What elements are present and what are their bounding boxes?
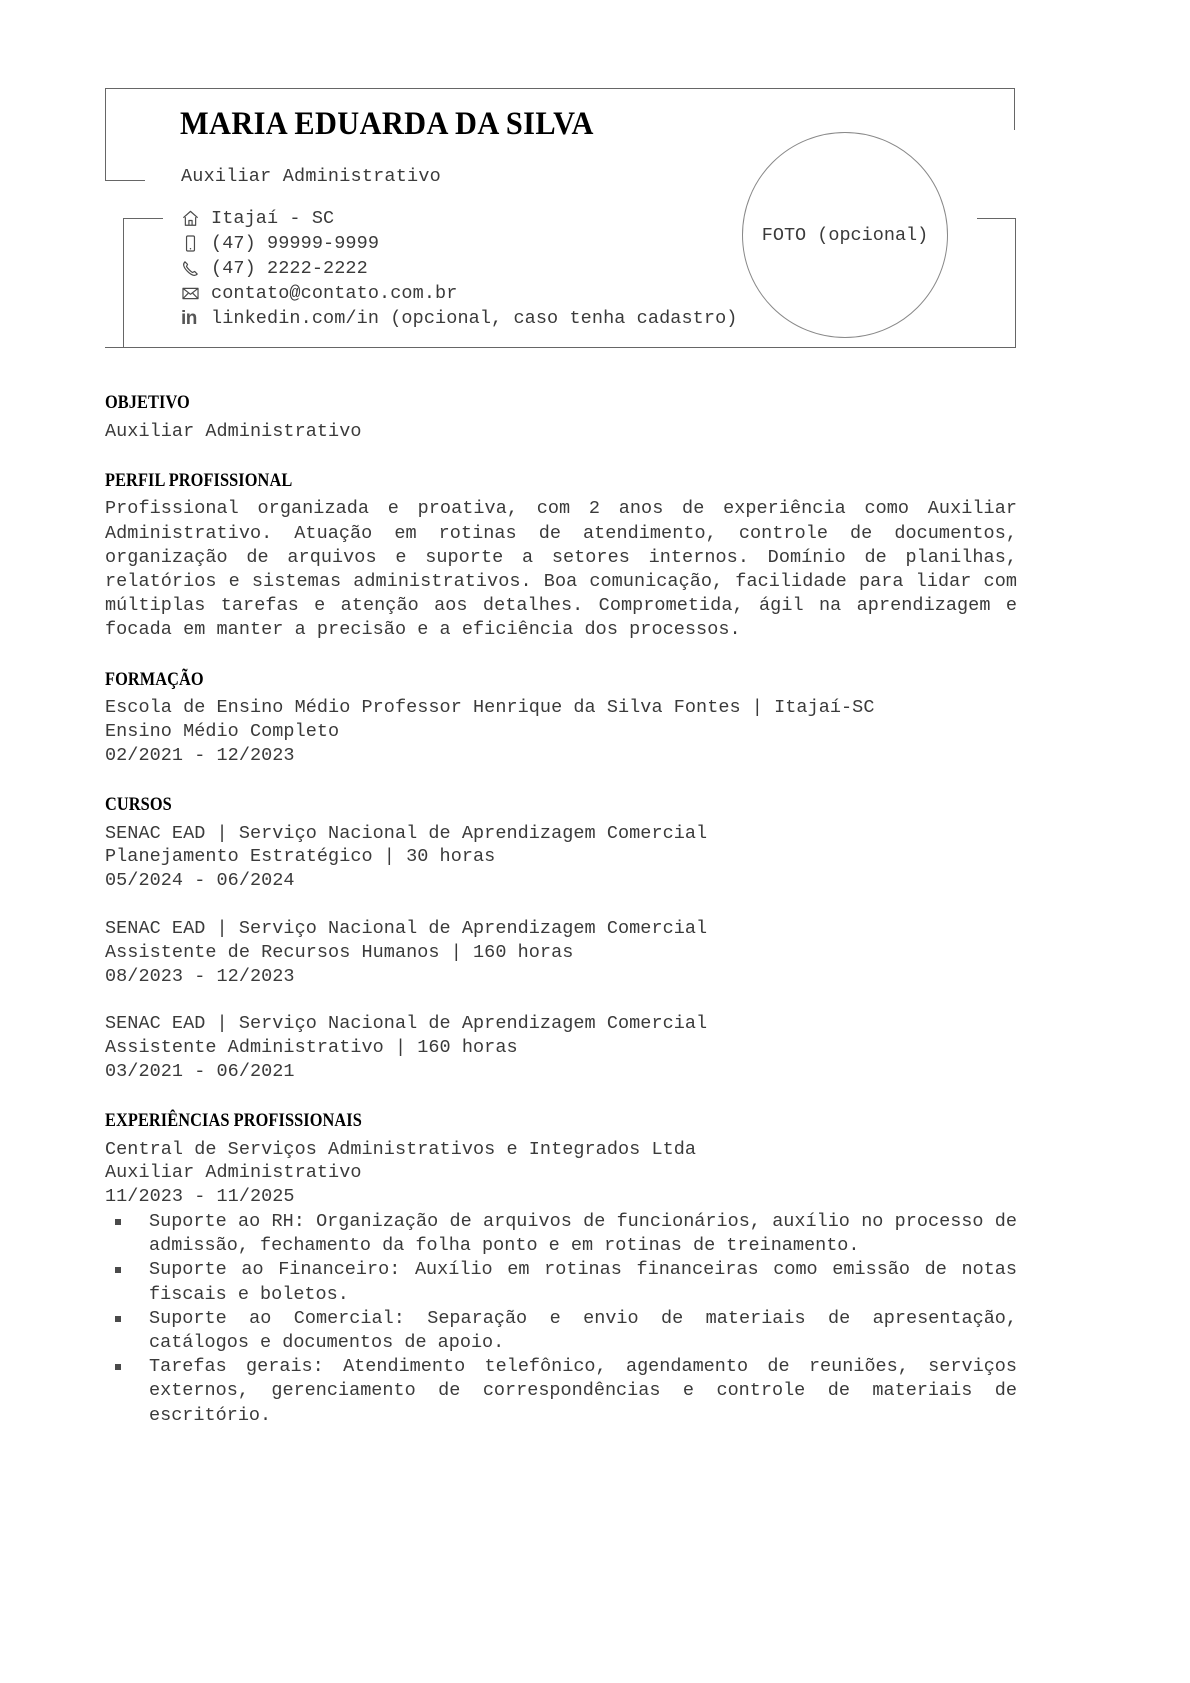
curso-name: Assistente Administrativo | 160 horas xyxy=(105,1037,518,1059)
formacao-degree: Ensino Médio Completo xyxy=(105,721,340,743)
spacer xyxy=(105,988,1017,1012)
photo-placeholder-label: FOTO (opcional) xyxy=(761,224,929,246)
formacao-period: 02/2021 - 12/2023 xyxy=(105,745,295,766)
section-cursos xyxy=(105,794,1017,1084)
spacer xyxy=(105,643,1017,669)
envelope-icon xyxy=(181,284,211,303)
experiencia-period: 11/2023 - 11/2025 xyxy=(105,1186,295,1208)
frame-left-upper-stub xyxy=(105,180,145,181)
contact-item-phone[interactable] xyxy=(181,256,738,280)
section-title-formacao: FORMAÇÃO xyxy=(105,668,204,690)
curso-entry xyxy=(105,822,1017,893)
contact-text-mobile: (47) 99999-9999 xyxy=(211,232,380,254)
curso-institution: SENAC EAD | Serviço Nacional de Aprendizagem Comercial xyxy=(105,822,708,844)
frame-right-upper-border xyxy=(1014,88,1015,130)
experiencia-position: Auxiliar Administrativo xyxy=(105,1162,362,1184)
experiencia-bullet-list xyxy=(105,1210,1017,1428)
section-formacao xyxy=(105,669,1017,768)
list-item xyxy=(105,1307,1017,1355)
frame-right-lower-border xyxy=(1015,218,1016,348)
frame-left-lower-stub xyxy=(123,218,163,219)
section-perfil xyxy=(105,470,1017,643)
contact-text-location: Itajaí - SC xyxy=(211,207,335,229)
curso-entry xyxy=(105,1012,1017,1083)
contact-item-email[interactable] xyxy=(181,281,738,305)
section-title-perfil: PERFIL PROFISSIONAL xyxy=(105,469,293,491)
bullet-square-icon xyxy=(115,1219,121,1225)
curso-period: 08/2023 - 12/2023 xyxy=(105,965,295,987)
spacer xyxy=(105,1084,1017,1110)
candidate-role: Auxiliar Administrativo xyxy=(181,166,441,187)
contact-list xyxy=(181,206,738,330)
perfil-paragraph: Profissional organizada e proativa, com 2 anos de experiência como Auxiliar Administrativo. Atuação em rotinas de atendimento, controle de documentos, organização de arquivos e suporte a setores internos. Domínio de planilhas, relatórios e sistemas administrativos. Boa comunicação, facilidade para lidar com múltiplas tarefas e atenção aos detalhes. Comprometida, ágil na aprendizagem e focada em manter a precisão e a eficiência dos processos. xyxy=(105,498,1017,641)
bullet-text: Suporte ao RH: Organização de arquivos de funcionários, auxílio no processo de admissão, fechamento da folha ponto e em rotinas de treinamento. xyxy=(149,1210,1017,1257)
bullet-text: Suporte ao Comercial: Separação e envio de materiais de apresentação, catálogos e documentos de apoio. xyxy=(149,1307,1017,1353)
curso-name: Planejamento Estratégico | 30 horas xyxy=(105,846,496,868)
contact-text-email: contato@contato.com.br xyxy=(211,282,458,304)
spacer xyxy=(105,444,1017,470)
list-item xyxy=(105,1258,1017,1306)
frame-bottom-border xyxy=(105,347,1015,348)
linkedin-icon: in xyxy=(181,307,197,329)
bullet-text: Suporte ao Financeiro: Auxílio em rotinas financeiras como emissão de notas fiscais e boletos. xyxy=(149,1259,1017,1305)
section-title-objetivo: OBJETIVO xyxy=(105,392,190,413)
objetivo-line: Auxiliar Administrativo xyxy=(105,420,362,442)
contact-item-mobile[interactable] xyxy=(181,231,738,255)
curso-institution: SENAC EAD | Serviço Nacional de Aprendizagem Comercial xyxy=(105,917,708,939)
list-item xyxy=(105,1355,1017,1428)
phone-icon xyxy=(181,259,211,278)
contact-text-phone: (47) 2222-2222 xyxy=(211,257,368,279)
bullet-square-icon xyxy=(115,1267,121,1273)
curso-period: 05/2024 - 06/2024 xyxy=(105,870,295,892)
section-experiencias xyxy=(105,1110,1017,1428)
section-objetivo xyxy=(105,392,1017,444)
spacer xyxy=(105,768,1017,794)
experiencia-company: Central de Serviços Administrativos e Integrados Ltda xyxy=(105,1138,697,1160)
bullet-square-icon xyxy=(115,1364,121,1370)
curso-name: Assistente de Recursos Humanos | 160 horas xyxy=(105,941,574,963)
list-item xyxy=(105,1210,1017,1258)
curso-period: 03/2021 - 06/2021 xyxy=(105,1060,295,1082)
home-icon xyxy=(181,209,211,228)
bullet-text: Tarefas gerais: Atendimento telefônico, agendamento de reuniões, serviços externos, gerenciamento de correspondências e controle de materiais de escritório. xyxy=(149,1356,1017,1426)
section-title-experiencias: EXPERIÊNCIAS PROFISSIONAIS xyxy=(105,1109,362,1131)
frame-left-upper-border xyxy=(105,88,106,180)
frame-right-lower-stub xyxy=(977,218,1015,219)
mobile-icon xyxy=(181,234,211,253)
photo-placeholder[interactable] xyxy=(742,132,948,338)
curso-entry xyxy=(105,917,1017,988)
section-title-cursos: CURSOS xyxy=(105,793,172,815)
frame-left-lower-border xyxy=(123,218,124,348)
bullet-square-icon xyxy=(115,1316,121,1322)
contact-item-linkedin[interactable] xyxy=(181,306,738,330)
curso-institution: SENAC EAD | Serviço Nacional de Aprendizagem Comercial xyxy=(105,1013,708,1035)
contact-text-linkedin: linkedin.com/in (opcional, caso tenha cadastro) xyxy=(211,307,738,329)
candidate-name: MARIA EDUARDA DA SILVA xyxy=(180,106,594,142)
resume-body xyxy=(105,392,1017,1428)
formacao-institution: Escola de Ensino Médio Professor Henrique da Silva Fontes | Itajaí-SC xyxy=(105,697,875,719)
contact-item-location[interactable] xyxy=(181,206,738,230)
header-frame xyxy=(105,88,1015,348)
spacer xyxy=(105,893,1017,917)
frame-top-border xyxy=(105,88,1015,89)
